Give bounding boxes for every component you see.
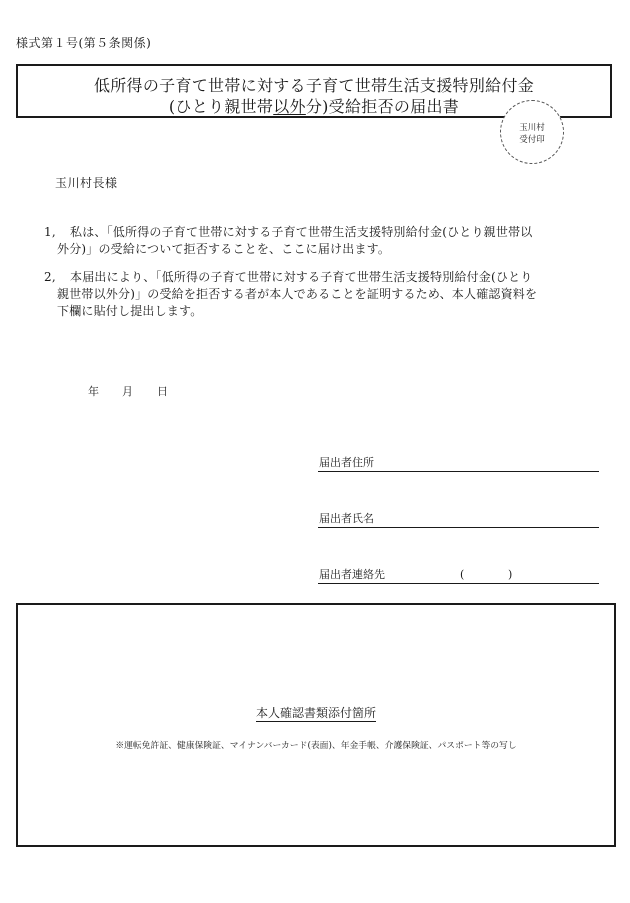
document-title-line1: 低所得の子育て世帯に対する子育て世帯生活支援特別給付金 [93,76,535,95]
applicant-contact-field[interactable] [318,567,599,584]
stamp-village-name: 玉川村 [519,123,545,133]
clause-line: 親世帯以外分)」の受給を拒否する者が本人であることを証明するため、本人確認資料を [57,287,538,301]
applicant-address-label: 届出者住所 [319,456,374,469]
date-year-label: 年 [88,385,99,398]
addressee: 玉川村長様 [55,176,118,190]
contact-paren-open: ( [460,568,465,581]
contact-paren-close: ) [508,568,513,581]
clause-line: 外分)」の受給について拒否することを、ここに届け出ます。 [57,242,391,256]
form-number: 様式第１号(第５条関係) [16,36,152,50]
reception-stamp-area [500,100,564,164]
clause-2 [44,269,604,320]
date-month-label: 月 [122,385,133,398]
clause-1 [44,224,604,258]
title-underlined-word: 以外 [273,97,306,116]
applicant-address-field[interactable] [318,455,599,472]
clause-number: 1, [44,225,56,239]
clause-line: 本届出により、「低所得の子育て世帯に対する子育て世帯生活支援特別給付金(ひとり [70,270,533,284]
attachment-note: ※運転免許証、健康保険証、マイナンバーカード(表面)、年金手帳、介護保険証、パスポート等の写し [115,741,517,751]
applicant-name-label: 届出者氏名 [319,512,374,525]
stamp-label: 受付印 [519,135,545,145]
applicant-contact-label: 届出者連絡先 [319,568,385,581]
attachment-title [18,704,614,721]
date-day-label: 日 [157,385,168,398]
clause-line: 下欄に貼付し提出します。 [57,304,203,318]
attachment-title-text: 本人確認書類添付箇所 [255,706,376,720]
id-document-attachment-area [16,603,616,847]
title-line2-prefix: (ひとり親世帯 [168,97,274,116]
clause-line: 私は、「低所得の子育て世帯に対する子育て世帯生活支援特別給付金(ひとり親世帯以 [70,225,533,239]
clause-number: 2, [44,270,56,284]
applicant-name-field[interactable] [318,511,599,528]
title-line2-suffix: 分)受給拒否の届出書 [305,97,460,116]
